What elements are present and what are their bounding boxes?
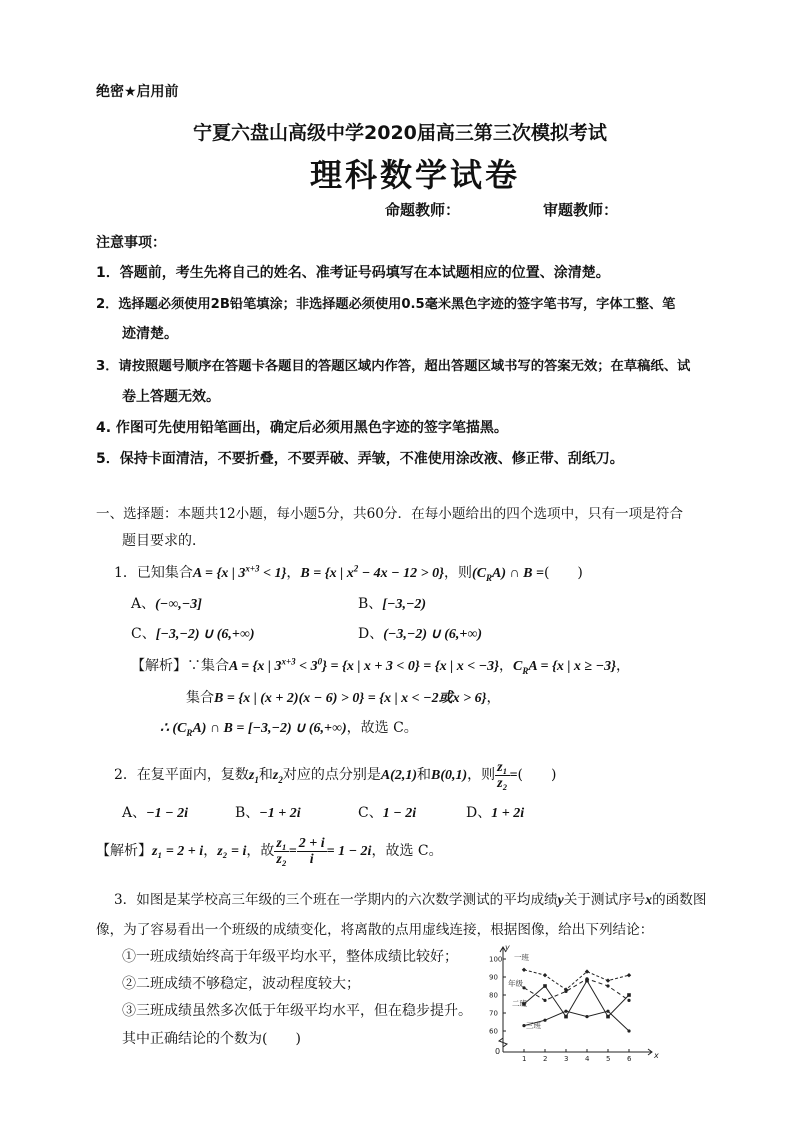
x-tick-label: 4 xyxy=(585,1055,590,1063)
data-point xyxy=(606,1015,610,1019)
series-line xyxy=(524,979,629,1001)
secret-label: 绝密★启用前 xyxy=(96,84,179,100)
series-label: 年级 xyxy=(508,979,523,988)
reviewer-label: 审题教师： xyxy=(543,201,619,219)
q2-option-a[interactable]: A、−1 − 2i xyxy=(122,805,188,821)
y-tick-label: 60 xyxy=(489,1027,498,1036)
data-point xyxy=(543,1019,546,1022)
q1-option-b[interactable]: B、[−3,−2) xyxy=(358,596,427,612)
y-tick-label: 70 xyxy=(489,1009,498,1018)
data-point xyxy=(627,999,630,1002)
q2-option-b[interactable]: B、−1 + 2i xyxy=(235,805,301,821)
data-point xyxy=(543,999,546,1002)
y-axis-label: y xyxy=(505,943,510,952)
paper-title: 理科数学试卷 xyxy=(310,156,521,194)
data-point xyxy=(627,1029,630,1032)
x-tick-label: 1 xyxy=(522,1055,527,1063)
data-point xyxy=(564,1010,567,1013)
note-item-2-cont: 迹清楚。 xyxy=(122,326,178,342)
data-point xyxy=(543,973,547,977)
q1-solution-line1: 【解析】∵集合A = {x | $3^{x+3} < 3^0\} = \{x$ | x + 3 < 0} = {x | x < −3}，$C_RA = \{x$ | x ≥ −3}， xyxy=(131,656,630,676)
y-tick-label: 90 xyxy=(489,973,498,982)
q1-option-a[interactable]: A、(−∞,−3] xyxy=(131,596,202,612)
data-point xyxy=(606,978,610,982)
q2-solution: 【解析】z₁ = 2 + i，z₂ = i，故 $\frac{\text{z₁}}{\text{z₂}}$ = $\frac{2 + i}{i}$ = 1 − 2i，故选 C。 xyxy=(96,835,443,867)
data-point xyxy=(543,984,547,988)
x-axis-label: x xyxy=(654,1051,659,1060)
section1-line2: 题目要求的． xyxy=(122,533,206,549)
q2-option-c[interactable]: C、1 − 2i xyxy=(358,805,417,821)
q2-option-d[interactable]: D、1 + 2i xyxy=(466,805,525,821)
x-tick-label: 6 xyxy=(627,1055,632,1063)
q3-conclusion-2: ②二班成绩不够稳定，波动程度较大； xyxy=(122,976,360,992)
data-point xyxy=(585,1015,588,1018)
note-item-1: 1．答题前，考生先将自己的姓名、准考证号码填写在本试题相应的位置、涂清楚。 xyxy=(96,265,610,281)
note-item-4: 4. 作图可先使用铅笔画出，确定后必须用黑色字迹的签字笔描黑。 xyxy=(96,420,508,436)
series-label: 一班 xyxy=(514,953,529,962)
series-label: 三班 xyxy=(526,1021,541,1030)
q3-line2: 像，为了容易看出一个班级的成绩变化，将离散的点用虚线连接，根据图像，给出下列结论： xyxy=(96,922,654,938)
x-tick-label: 5 xyxy=(606,1055,611,1063)
q1-option-d[interactable]: D、(−3,−2) ∪ (6,+∞) xyxy=(358,626,483,642)
q3-conclusion-3: ③三班成绩虽然多次低于年级平均水平，但在稳步提升。 xyxy=(122,1003,472,1019)
data-point xyxy=(585,979,589,983)
q2-fraction: $\frac{\text{z₁}}{\text{z₂}}$ xyxy=(497,759,508,791)
y-tick-label: 100 xyxy=(489,955,503,964)
q2-solution-fraction-2: $\frac{2 + i}{i}$ xyxy=(298,835,325,867)
series-line xyxy=(524,970,629,990)
data-point xyxy=(522,968,526,972)
author-label: 命题教师： xyxy=(385,201,461,219)
q1-option-c[interactable]: C、[−3,−2) ∪ (6,+∞) xyxy=(131,626,255,642)
x-tick-label: 2 xyxy=(543,1055,548,1063)
q3-question: 其中正确结论的个数为( ) xyxy=(122,1031,301,1047)
q2-solution-fraction: $\frac{\text{z₁}}{\text{z₂}}$ xyxy=(276,835,287,867)
q3-line1: 3．如图是某学校高三年级的三个班在一学期内的六次数学测试的平均成绩y关于测试序号x的函数图 xyxy=(114,892,707,908)
x-tick-label: 3 xyxy=(564,1055,569,1063)
series-line xyxy=(524,981,629,1017)
note-item-5: 5．保持卡面清洁，不要折叠，不要弄破、弄皱，不准使用涂改液、修正带、刮纸刀。 xyxy=(96,451,624,467)
q2-stem: 2．在复平面内，复数$z_1$和$z_2$对应的点分别是A(2,1)和B(0,1)，则 $\frac{\text{z₁}}{\text{z₂}}$ =( ) xyxy=(114,759,557,791)
series-label: 二班 xyxy=(512,999,527,1008)
note-item-2: 2．选择题必须使用2B铅笔填涂；非选择题必须使用0.5毫米黑色字迹的签字笔书写，字体工整、笔 xyxy=(96,297,676,312)
data-point xyxy=(627,993,631,997)
section1-line1: 一、选择题：本题共12小题，每小题5分，共60分．在每小题给出的四个选项中，只有一项是符合 xyxy=(96,506,683,522)
note-item-3: 3．请按照题号顺序在答题卡各题目的答题区域内作答，超出答题区域书写的答案无效；在草稿纸、试 xyxy=(96,359,691,374)
q1-stem: 1．已知集合A = {x | $3^{x+3} < 1$}，B = {x | $x^2 - 4x - 12 > 0$}，则$(C_RA)$ ∩ B =( ) xyxy=(114,563,583,583)
q3-line-chart xyxy=(474,942,664,1066)
data-point xyxy=(564,990,567,993)
origin-label: 0 xyxy=(495,1047,501,1056)
q1-solution-line2: 集合B = {x | (x + 2)(x − 6) > 0} = {x | x < −2或x > 6}， xyxy=(186,690,501,706)
data-point xyxy=(606,1010,609,1013)
notes-heading: 注意事项： xyxy=(96,235,166,251)
data-point xyxy=(627,973,631,977)
y-tick-label: 80 xyxy=(489,991,498,1000)
note-item-3-cont: 卷上答题无效。 xyxy=(122,389,220,405)
data-point xyxy=(564,1015,568,1019)
data-point xyxy=(606,984,609,987)
school-title: 宁夏六盘山高级中学2020届高三第三次模拟考试 xyxy=(193,122,607,144)
q3-conclusion-1: ①一班成绩始终高于年级平均水平，整体成绩比较好； xyxy=(122,949,458,965)
q1-solution-line3: ∴ $(C_RA)$ ∩ B = [−3,−2) ∪ (6,+∞)，故选 C。 xyxy=(160,720,418,738)
